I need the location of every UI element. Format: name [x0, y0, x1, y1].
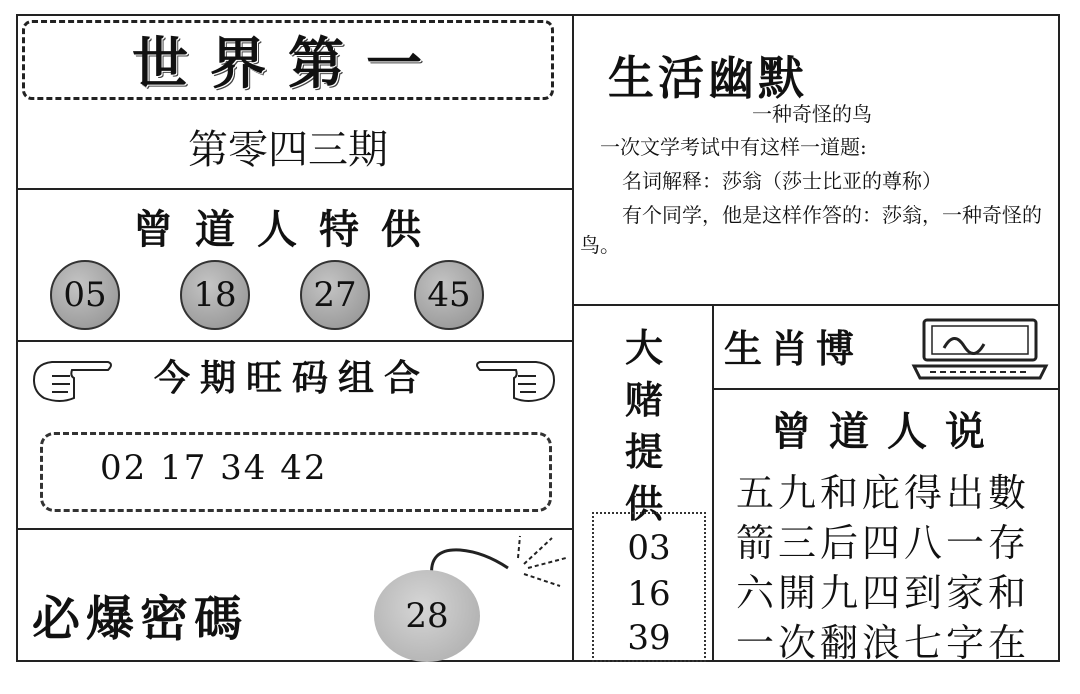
- divider-left-3: [16, 528, 572, 530]
- vertical-char: 提: [624, 430, 663, 474]
- combo-numbers: 02 17 34 42: [100, 448, 328, 488]
- divider-right-1: [572, 304, 1060, 306]
- title-banner: [22, 20, 554, 100]
- poem-line: 箭三后四八一存: [736, 521, 1031, 565]
- divider-right-2: [712, 388, 1060, 390]
- provider-number: 39: [627, 618, 671, 658]
- humor-line-1: 一次文学考试中有这样一道题:: [600, 135, 867, 159]
- shengxiao-heading: 生肖博: [724, 327, 863, 371]
- vertical-char: 大: [624, 326, 663, 370]
- special-heading: 曾道人特供: [133, 207, 443, 253]
- special-number-ball: 05: [50, 260, 120, 330]
- saying-heading: 曾道人说: [771, 409, 1003, 455]
- vertical-char: 供: [624, 482, 663, 526]
- special-number-ball: 27: [300, 260, 370, 330]
- divider-right-vertical: [712, 304, 714, 662]
- combo-heading: 今期旺码组合: [153, 358, 430, 399]
- secret-heading: 必爆密碼: [32, 591, 249, 647]
- issue-number: 第零四三期: [188, 127, 388, 173]
- poem-line: 六開九四到家和: [736, 571, 1031, 615]
- provider-number: 03: [627, 528, 671, 568]
- page-title: 世界第一: [132, 32, 444, 97]
- secret-number-bomb: 28: [374, 570, 480, 662]
- vertical-char: 赌: [624, 378, 663, 422]
- poem-line: 一次翻浪七字在: [736, 621, 1031, 665]
- special-number-ball: 18: [180, 260, 250, 330]
- pointing-hand-left-icon: [30, 350, 116, 406]
- special-number-ball: 45: [414, 260, 484, 330]
- divider-main-vertical: [572, 14, 574, 662]
- poem-line: 五九和庇得出數: [736, 471, 1031, 515]
- humor-title: 生活幽默: [608, 51, 808, 105]
- provider-number: 16: [627, 574, 671, 614]
- humor-subtitle: 一种奇怪的鸟: [752, 102, 872, 126]
- provider-vertical-text: [610, 322, 678, 530]
- divider-left-2: [16, 340, 572, 342]
- pointing-hand-right-icon: [472, 350, 558, 406]
- divider-left-1: [16, 188, 572, 190]
- laptop-icon: [910, 316, 1050, 382]
- humor-line-2: 名词解释：莎翁（莎士比亚的尊称）: [622, 169, 942, 193]
- humor-line-3: 有个同学，他是这样作答的：莎翁，一种奇怪的鸟。: [580, 203, 1042, 257]
